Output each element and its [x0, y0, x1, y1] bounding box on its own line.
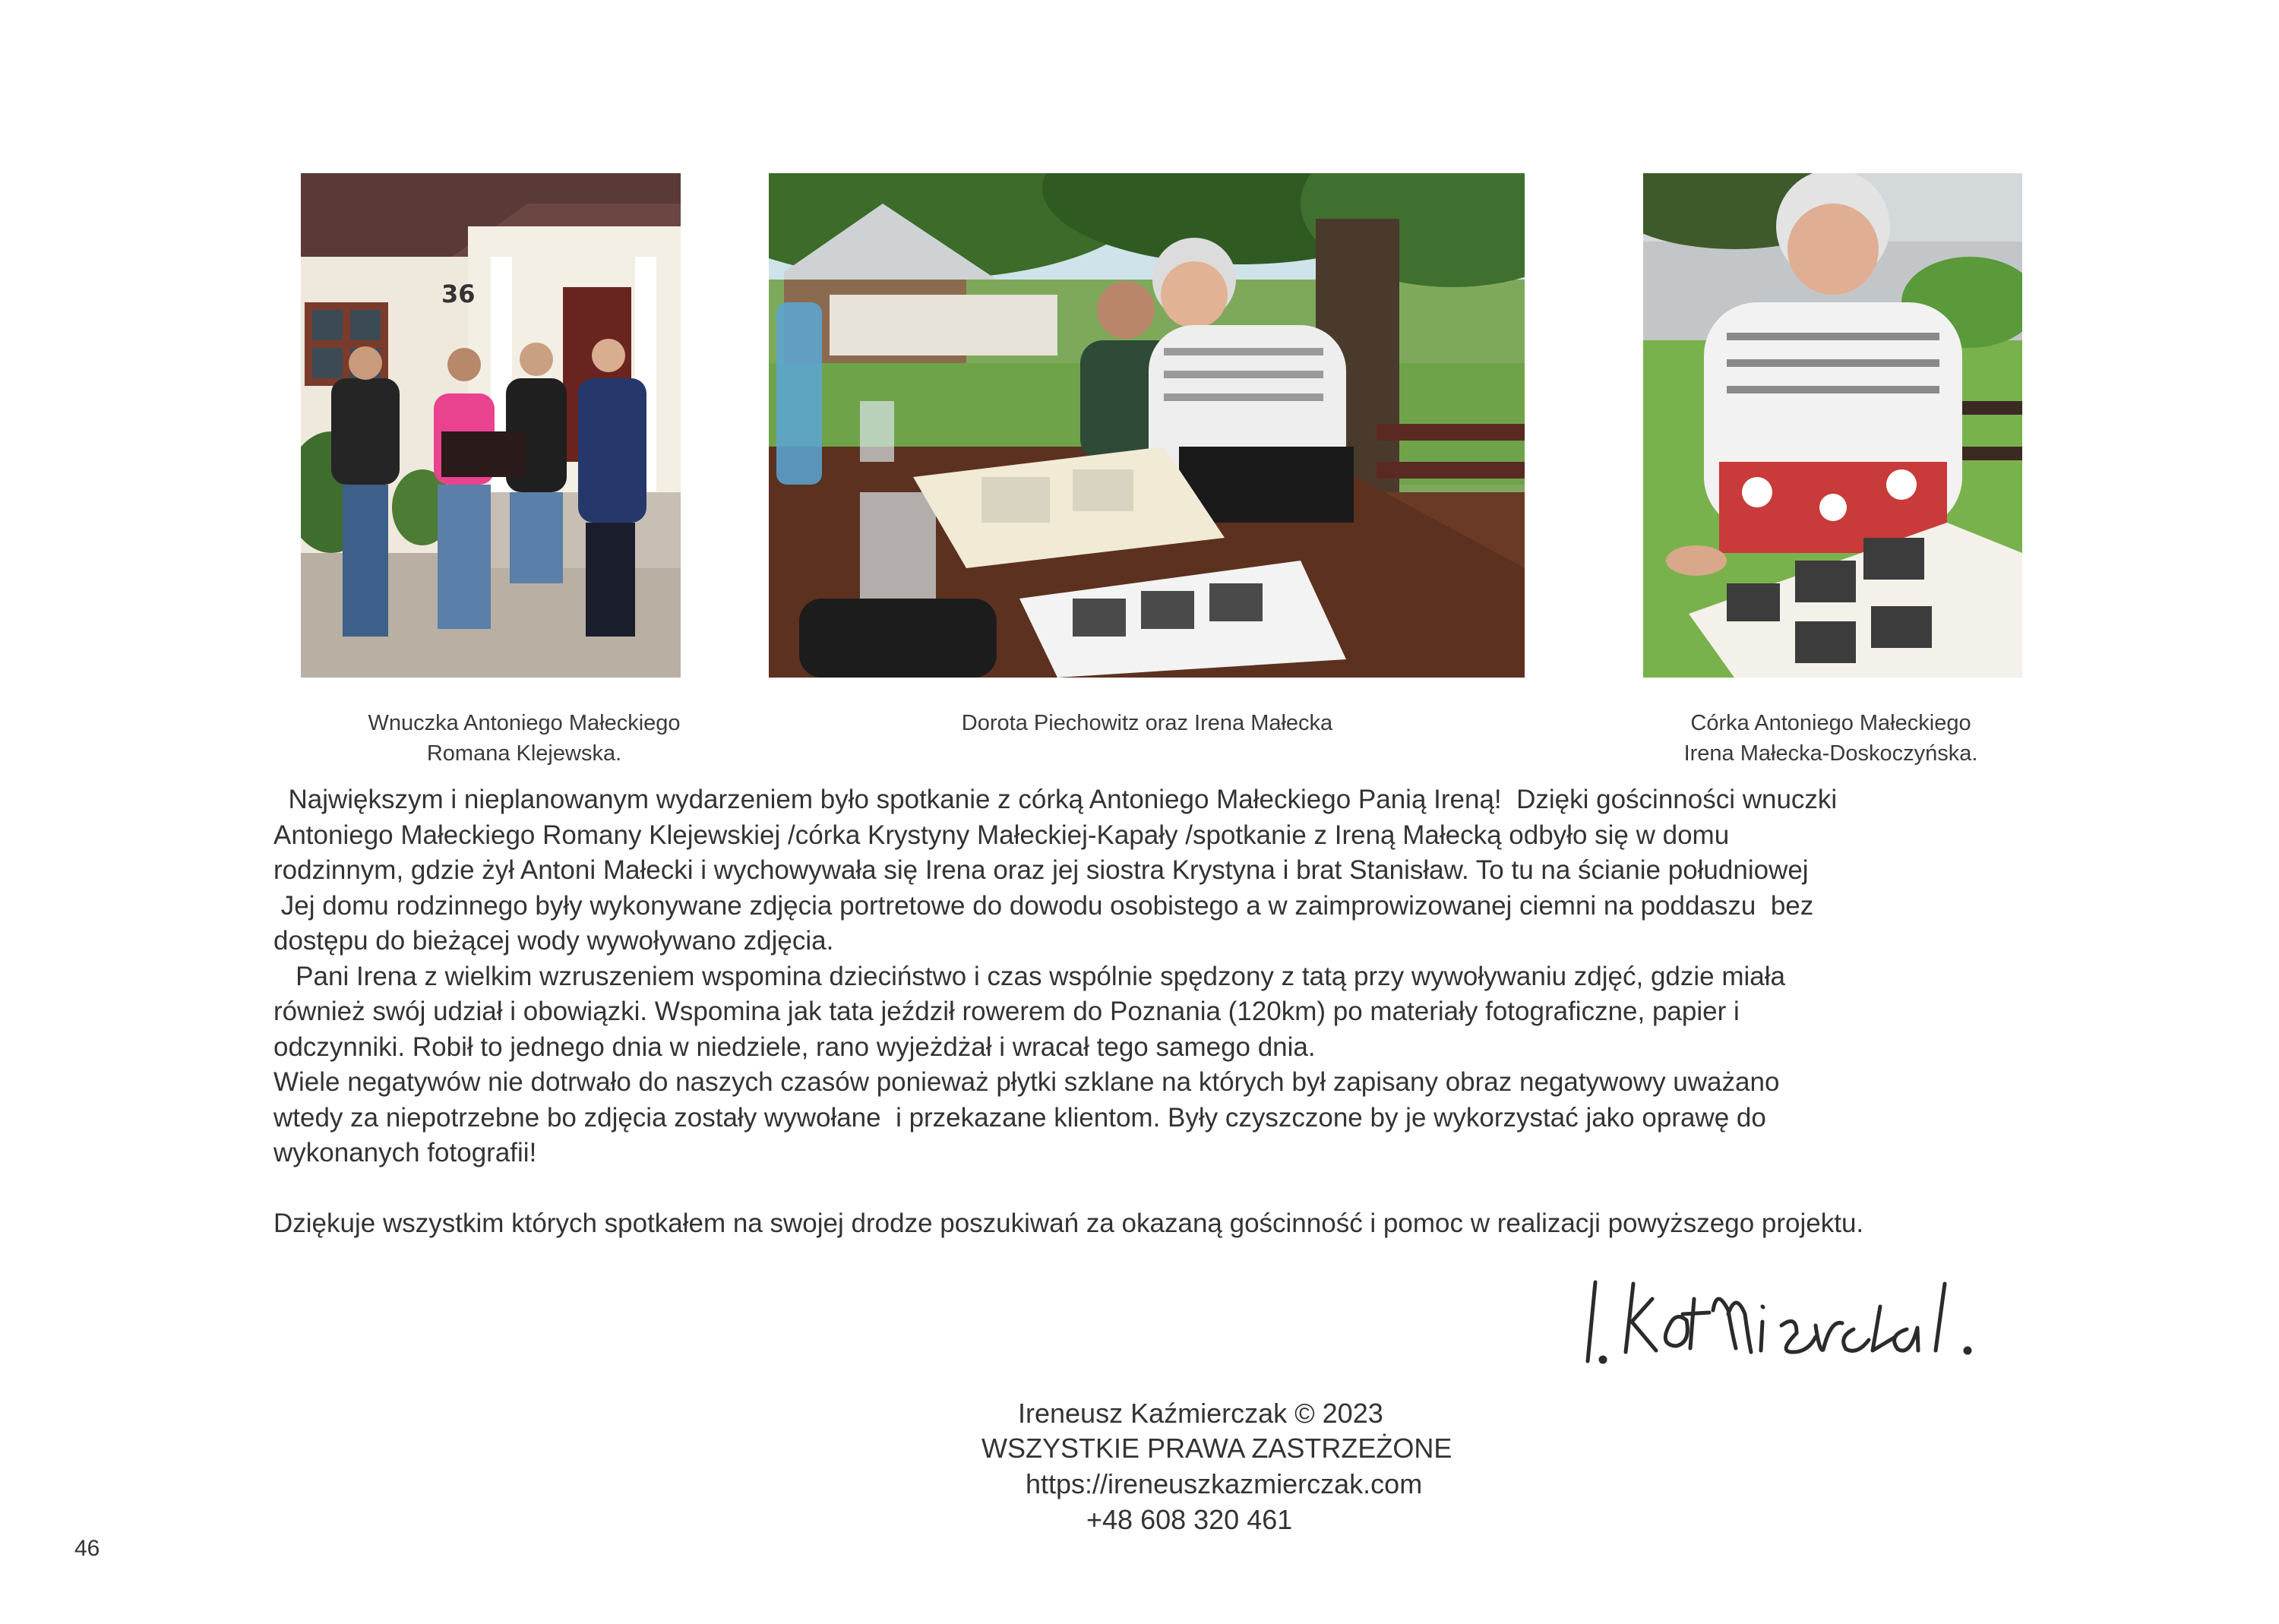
photo-irena-with-album	[1643, 173, 2022, 678]
body-line: rodzinnym, gdzie żył Antoni Małecki i wychowywała się Irena oraz jej siostra Krystyna i brat Stanisław. To tu na ścianie południowej	[273, 855, 1809, 885]
body-line: również swój udział i obowiązki. Wspomina jak tata jeździł rowerem do Poznania (120km) po materiały fotograficzne, papier i	[273, 997, 1740, 1026]
caption-center	[896, 708, 1398, 738]
caption-right	[1618, 708, 2044, 769]
footer-rights: WSZYSTKIE PRAWA ZASTRZEŻONE	[981, 1433, 1452, 1464]
photo-album-viewing-table	[769, 173, 1525, 678]
house-number: 36	[441, 280, 476, 308]
body-line: Wiele negatywów nie dotrwało do naszych czasów ponieważ płytki szklane na których był zapisany obraz negatywowy uważano	[273, 1067, 1780, 1097]
caption-center-line-1: Dorota Piechowitz oraz Irena Małecka	[961, 711, 1333, 735]
caption-left	[311, 708, 737, 769]
body-line: wykonanych fotografii!	[273, 1138, 537, 1167]
footer-phone: +48 608 320 461	[1086, 1504, 1293, 1535]
body-line: odczynniki. Robił to jednego dnia w niedziele, rano wyjeżdżał i wracał tego samego dnia.	[273, 1032, 1316, 1062]
caption-right-line-1: Córka Antoniego Małeckiego	[1690, 711, 1971, 735]
body-line: Antoniego Małeckiego Romany Klejewskiej /córka Krystyny Małeckiej-Kapały /spotkanie z Ireną Małecką odbyło się w domu	[273, 820, 1730, 850]
caption-right-line-2: Irena Małecka-Doskoczyńska.	[1683, 741, 1978, 766]
paragraph-gap	[273, 1171, 2097, 1206]
body-line: dostępu do bieżącej wody wywoływano zdjęcia.	[273, 926, 834, 956]
photo-family-at-house	[301, 173, 681, 678]
handwritten-signature	[1580, 1269, 2006, 1375]
body-line: Pani Irena z wielkim wzruszeniem wspomina dzieciństwo i czas wspólnie spędzony z tatą przy wywoływaniu zdjęć, gdzie miała	[273, 961, 1785, 991]
body-line: wtedy za niepotrzebne bo zdjęcia zostały wywołane i przekazane klientom. Były czyszczone by je wykorzystać jako oprawę do	[273, 1102, 1766, 1133]
body-text	[273, 782, 2097, 1241]
body-line: Największym i nieplanowanym wydarzeniem było spotkanie z córką Antoniego Małeckiego Panią Ireną! Dzięki gościnności wnuczki	[273, 785, 1838, 814]
thanks-line: Dziękuje wszystkim których spotkałem na swojej drodze poszukiwań za okazaną gościnność i pomoc w realizacji powyższego projektu.	[273, 1208, 1864, 1238]
caption-left-line-2: Romana Klejewska.	[426, 741, 622, 766]
footer-author: Ireneusz Kaźmierczak © 2023	[1018, 1398, 1383, 1429]
caption-left-line-1: Wnuczka Antoniego Małeckiego	[368, 711, 681, 735]
body-line: Jej domu rodzinnego były wykonywane zdjęcia portretowe do dowodu osobistego a w zaimprowizowanej ciemni na poddaszu bez	[273, 890, 1814, 921]
footer-url[interactable]: https://ireneuszkazmierczak.com	[1026, 1468, 1423, 1499]
page-number: 46	[74, 1536, 100, 1561]
